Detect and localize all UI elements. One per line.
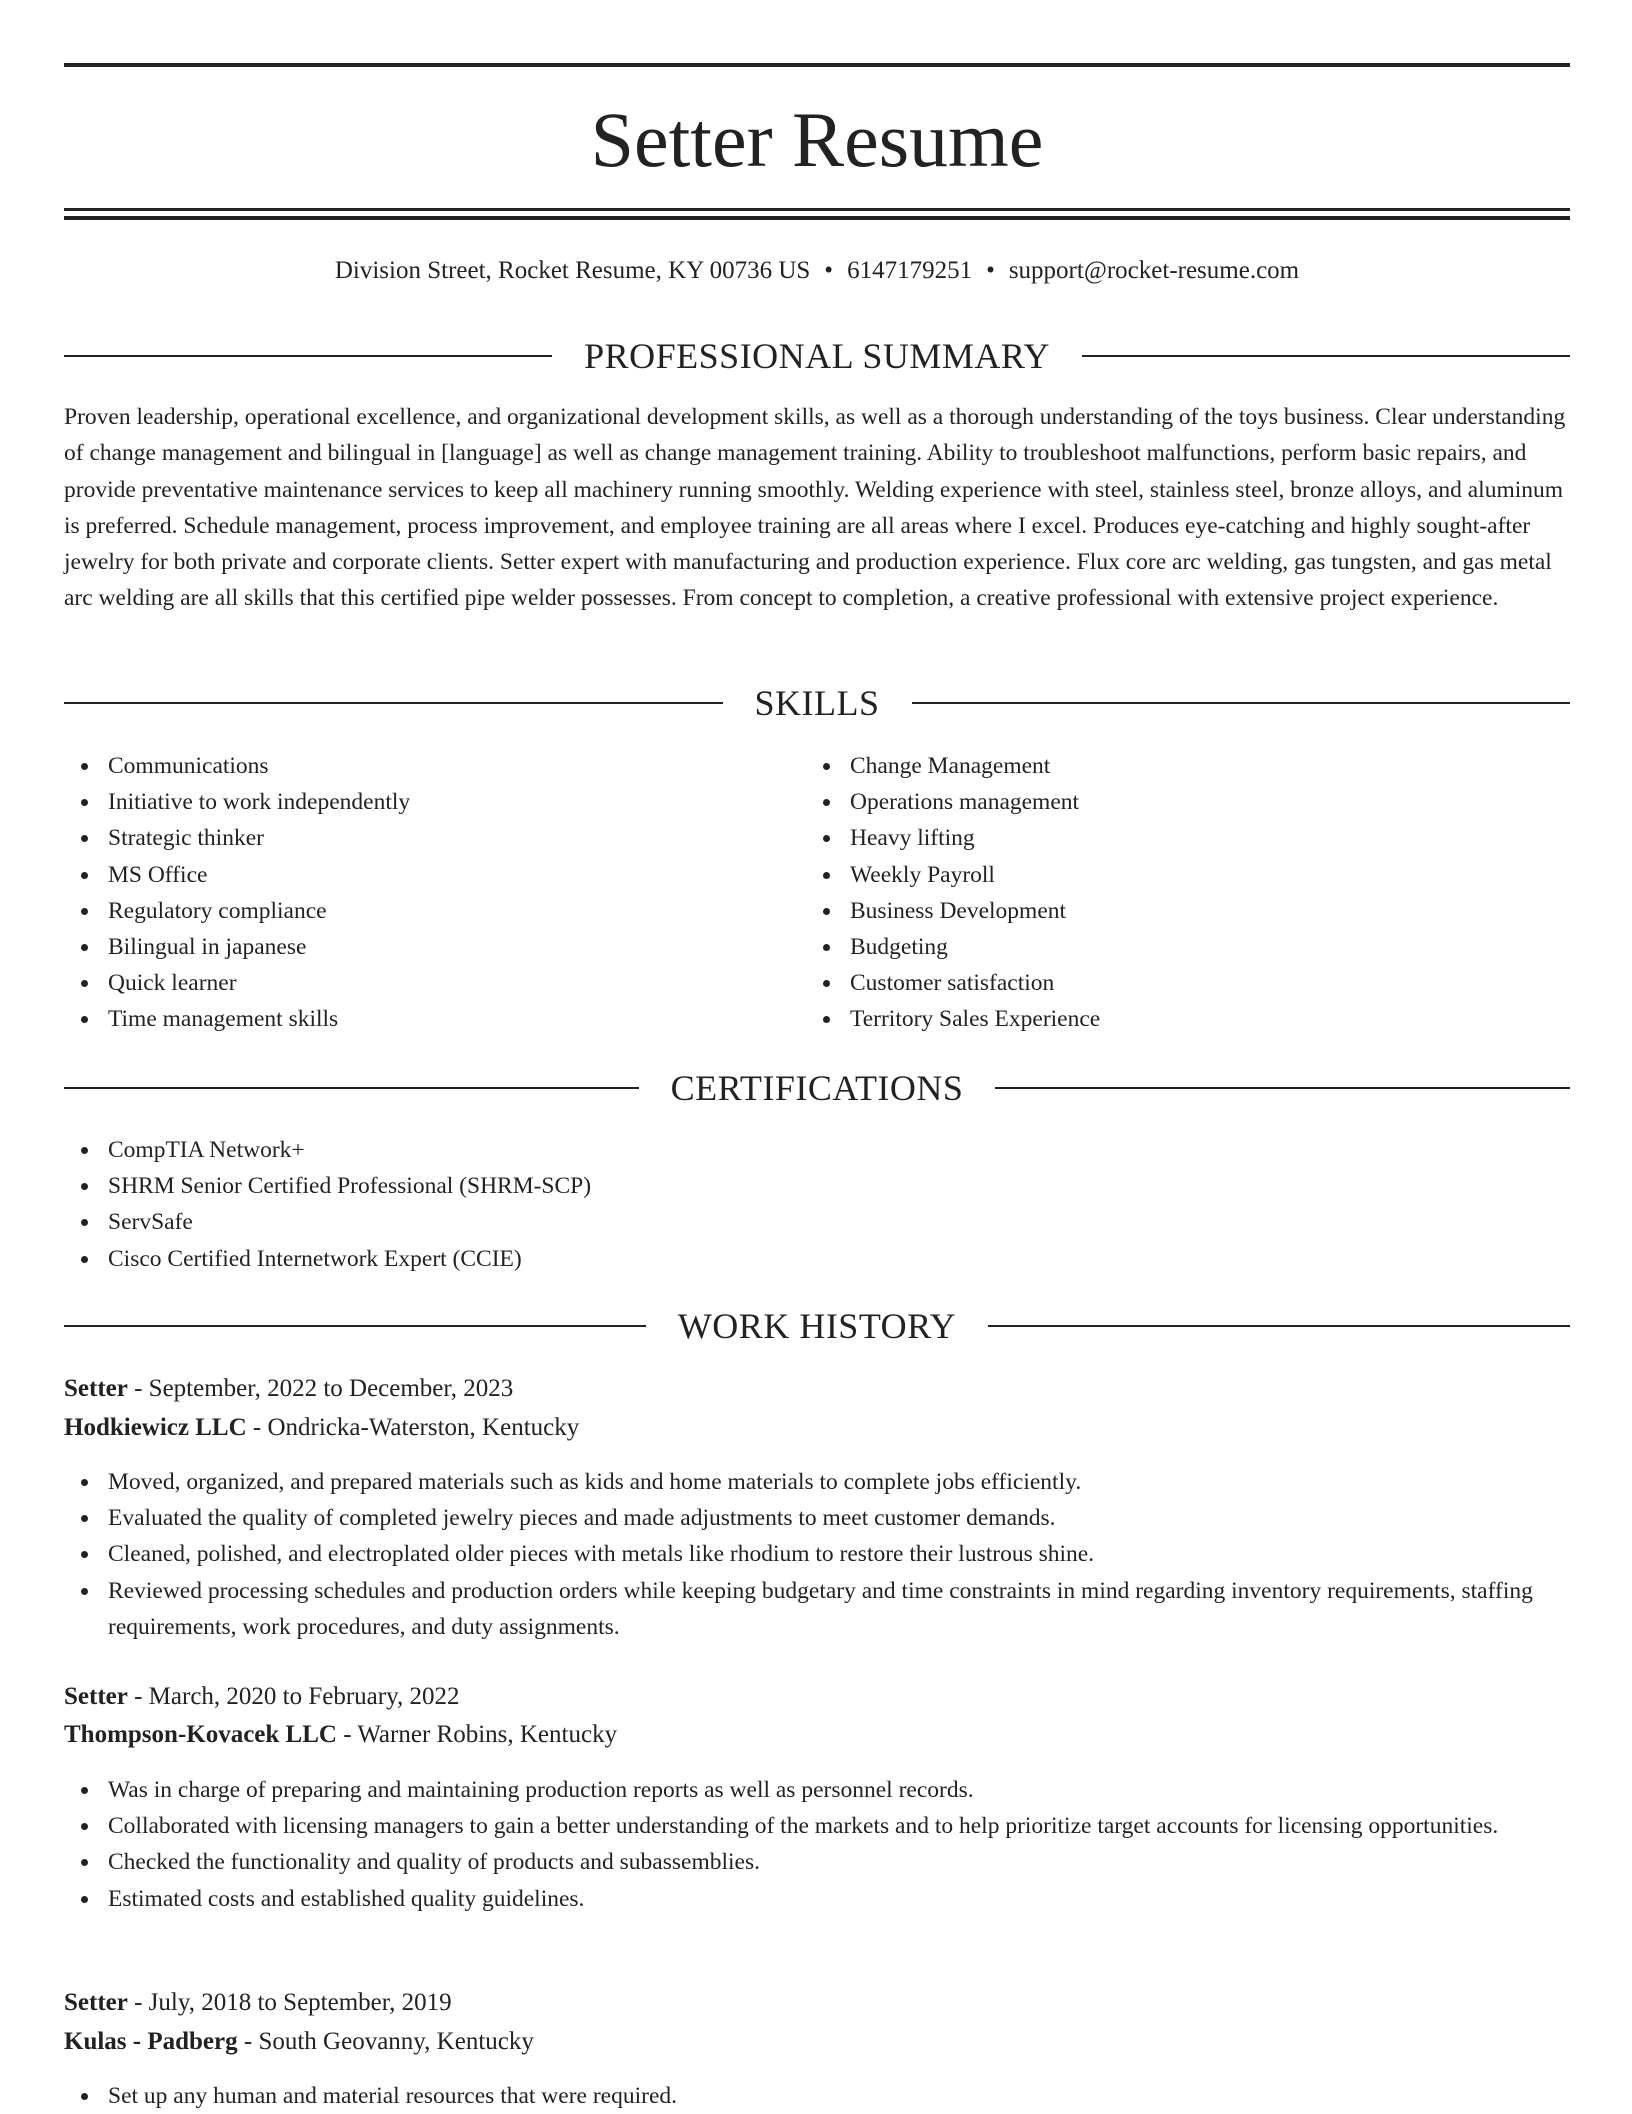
top-rule	[64, 63, 1570, 67]
certifications-title: CERTIFICATIONS	[670, 1068, 964, 1108]
heading-rule	[64, 702, 723, 704]
skills-heading	[64, 681, 1570, 725]
job-location: - South Geovanny, Kentucky	[237, 2028, 534, 2055]
job-dates: - March, 2020 to February, 2022	[127, 1683, 460, 1710]
job-duty-item: Estimated costs and established quality guidelines.	[64, 1881, 1570, 1917]
skill-item: Bilingual in japanese	[64, 929, 804, 965]
skill-item: MS Office	[64, 857, 804, 893]
job-location: - Warner Robins, Kentucky	[336, 1721, 618, 1748]
skill-item: Operations management	[806, 784, 1546, 820]
heading-rule	[988, 1325, 1570, 1327]
job-duties-list	[64, 1464, 1570, 1645]
job-location: - Ondricka-Waterston, Kentucky	[246, 1414, 580, 1441]
job-title: Setter	[64, 1989, 128, 2016]
contact-address: Division Street, Rocket Resume, KY 00736 US	[334, 257, 811, 284]
job-company-line	[64, 1412, 1570, 1444]
job-duty-item: Reviewed processing schedules and production orders while keeping budgetary and time constraints in mind regarding inventory requirements, staffing requirements, work procedures, and duty assignments.	[64, 1573, 1570, 1645]
certification-item: ServSafe	[64, 1204, 1570, 1240]
job-duty-item: Was in charge of preparing and maintaining production reports as well as personnel records.	[64, 1772, 1570, 1808]
heading-rule	[1082, 355, 1570, 357]
skill-item: Regulatory compliance	[64, 893, 804, 929]
certification-item: CompTIA Network+	[64, 1132, 1570, 1168]
job-company: Kulas - Padberg	[64, 2028, 238, 2055]
heading-rule	[912, 702, 1571, 704]
contact-separator: •	[824, 257, 834, 284]
job-duty-item: Checked the functionality and quality of products and subassemblies.	[64, 1844, 1570, 1880]
job-title-line	[64, 1681, 1570, 1713]
contact-phone: 6147179251	[847, 257, 973, 284]
contact-separator: •	[986, 257, 995, 284]
skill-item: Strategic thinker	[64, 820, 804, 856]
job-dates: - September, 2022 to December, 2023	[127, 1375, 514, 1402]
work-heading	[64, 1304, 1570, 1348]
skill-item: Business Development	[806, 893, 1546, 929]
heading-rule	[995, 1087, 1570, 1089]
job-duties-list	[64, 2078, 1570, 2114]
work-title: WORK HISTORY	[677, 1306, 957, 1346]
certifications-heading	[64, 1066, 1570, 1110]
job-title: Setter	[64, 1375, 128, 1402]
job-dates: - July, 2018 to September, 2019	[127, 1989, 452, 2016]
contact-line	[64, 256, 1570, 286]
job-company-line	[64, 1719, 1570, 1751]
skill-item: Communications	[64, 748, 804, 784]
double-rule	[64, 208, 1570, 220]
skill-item: Quick learner	[64, 965, 804, 1001]
job-company-line	[64, 2026, 1570, 2058]
skill-item: Time management skills	[64, 1001, 804, 1037]
contact-email: support@rocket-resume.com	[1008, 257, 1300, 284]
skill-item: Initiative to work independently	[64, 784, 804, 820]
heading-rule	[64, 1087, 639, 1089]
skill-item: Change Management	[806, 748, 1546, 784]
certification-item: SHRM Senior Certified Professional (SHRM-SCP)	[64, 1168, 1570, 1204]
job-title-line	[64, 1987, 1570, 2019]
job-duty-item: Evaluated the quality of completed jewelry pieces and made adjustments to meet customer demands.	[64, 1500, 1570, 1536]
job-company: Thompson-Kovacek LLC	[64, 1721, 337, 1748]
skill-item: Weekly Payroll	[806, 857, 1546, 893]
job-duty-item: Set up any human and material resources that were required.	[64, 2078, 1570, 2114]
heading-rule	[64, 355, 552, 357]
summary-text: Proven leadership, operational excellence, and organizational development skills, as well as a thorough understanding of the toys business. Clear understanding of change management and bilingual in [language] as well as change management training. Ability to troubleshoot malfunctions, perform basic repairs, and provide preventative maintenance services to keep all machinery running smoothly. Welding experience with steel, stainless steel, bronze alloys, and aluminum is preferred. Schedule management, process improvement, and employee training are all areas where I excel. Produces eye-catching and highly sought-after jewelry for both private and corporate clients. Setter expert with manufacturing and production experience. Flux core arc welding, gas tungsten, and gas metal arc welding are all skills that this certified pipe welder possesses. From concept to completion, a creative professional with extensive project experience.	[64, 404, 1566, 612]
skills-list-right	[806, 748, 1546, 1038]
job-duties-list	[64, 1772, 1570, 1917]
skills-list-left	[64, 748, 804, 1038]
job-title: Setter	[64, 1683, 128, 1710]
job-title-line	[64, 1373, 1570, 1405]
job-company: Hodkiewicz LLC	[64, 1414, 247, 1441]
certification-item: Cisco Certified Internetwork Expert (CCIE)	[64, 1241, 1570, 1277]
job-duty-item: Moved, organized, and prepared materials such as kids and home materials to complete jobs efficiently.	[64, 1464, 1570, 1500]
skill-item: Heavy lifting	[806, 820, 1546, 856]
summary-heading	[64, 334, 1570, 378]
job-duty-item: Collaborated with licensing managers to gain a better understanding of the markets and to help prioritize target accounts for licensing opportunities.	[64, 1808, 1570, 1844]
summary-title: PROFESSIONAL SUMMARY	[584, 336, 1050, 376]
job-duty-item: Cleaned, polished, and electroplated older pieces with metals like rhodium to restore their lustrous shine.	[64, 1536, 1570, 1572]
heading-rule	[64, 1325, 646, 1327]
skill-item: Customer satisfaction	[806, 965, 1546, 1001]
certifications-list	[64, 1132, 1570, 1277]
skill-item: Budgeting	[806, 929, 1546, 965]
resume-name: Setter Resume	[590, 96, 1044, 183]
skill-item: Territory Sales Experience	[806, 1001, 1546, 1037]
skills-title: SKILLS	[754, 683, 880, 723]
